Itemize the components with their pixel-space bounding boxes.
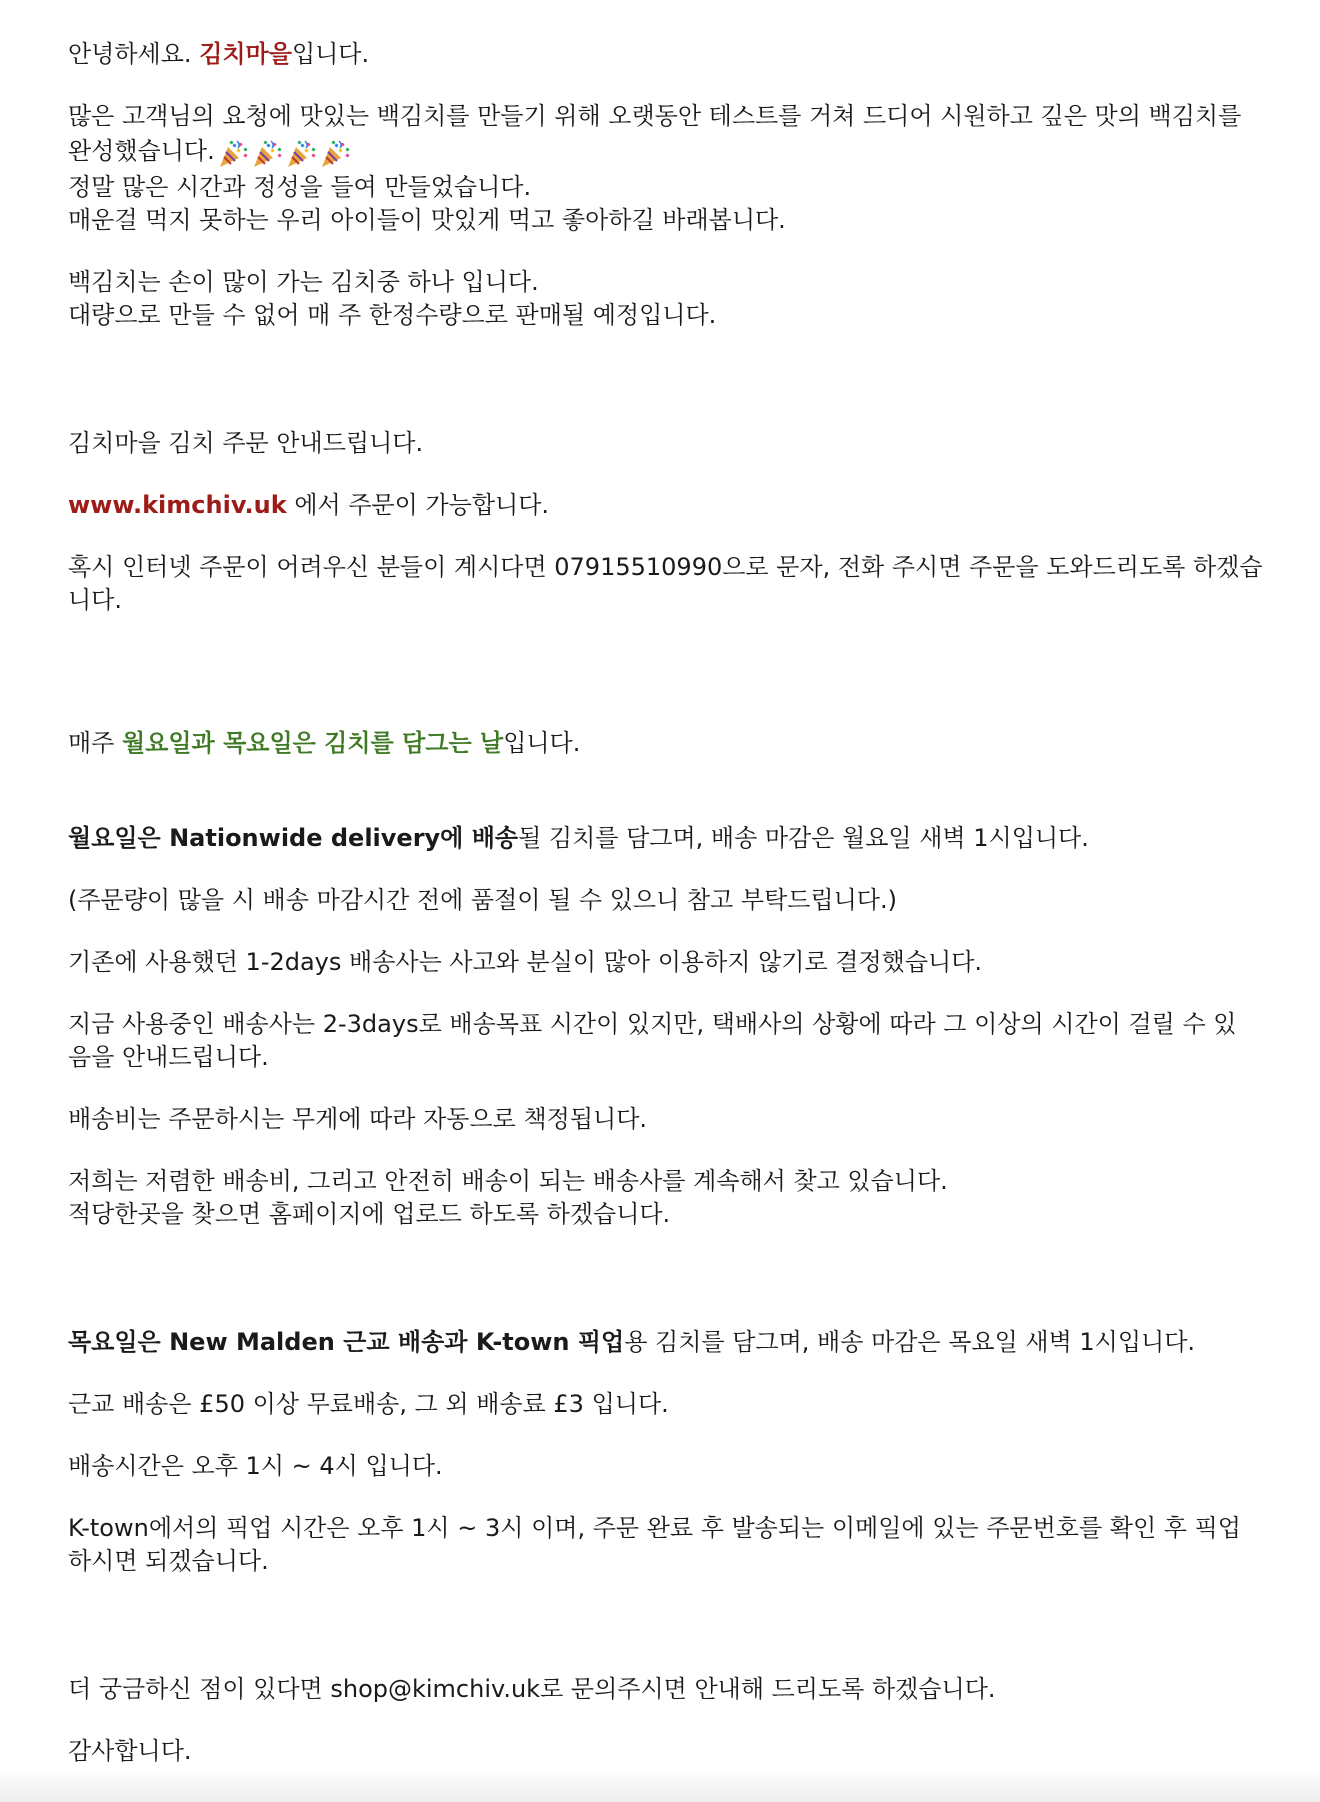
party-popper-icon bbox=[217, 139, 249, 169]
closing-contact: 더 궁금하신 점이 있다면 shop@kimchiv.uk로 문의주시면 안내해 드리도록 하겠습니다. bbox=[68, 1675, 996, 1703]
limited-line-1: 백김치는 손이 많이 가는 김치중 하나 입니다. bbox=[68, 268, 539, 296]
order-phone-line-2: 니다. bbox=[68, 586, 122, 614]
thursday-heading: 목요일은 New Malden 근교 배송과 K-town 픽업용 김치를 담그며, 배송 마감은 목요일 새벽 1시입니다. bbox=[68, 1328, 1196, 1356]
intro-line-1: 많은 고객님의 요청에 맛있는 백김치를 만들기 위해 오랫동안 테스트를 거쳐 드디어 시원하고 깊은 맛의 백김치를 bbox=[68, 102, 1242, 130]
party-popper-icons bbox=[217, 135, 353, 171]
monday-courier-now-2: 음을 안내드립니다. bbox=[68, 1043, 269, 1071]
order-title: 김치마을 김치 주문 안내드립니다. bbox=[68, 429, 424, 457]
party-popper-icon bbox=[319, 139, 351, 169]
thursday-pickup-2: 하시면 되겠습니다. bbox=[68, 1547, 269, 1575]
thursday-local-fee: 근교 배송은 £50 이상 무료배송, 그 외 배송료 £3 입니다. bbox=[68, 1390, 669, 1418]
limited-line-2: 대량으로 만들 수 없어 매 주 한정수량으로 판매될 예정입니다. bbox=[68, 301, 717, 329]
bottom-fade bbox=[0, 1768, 1320, 1802]
party-popper-icon bbox=[251, 139, 283, 169]
monday-courier-prev: 기존에 사용했던 1-2days 배송사는 사고와 분실이 많아 이용하지 않기로 결정했습니다. bbox=[68, 948, 983, 976]
intro-line-3: 정말 많은 시간과 정성을 들여 만들었습니다. bbox=[68, 173, 532, 201]
closing-thanks: 감사합니다. bbox=[68, 1737, 192, 1765]
monday-courier-now-1: 지금 사용중인 배송사는 2-3days로 배송목표 시간이 있지만, 택배사의 상황에 따라 그 이상의 시간이 걸릴 수 있 bbox=[68, 1010, 1237, 1038]
order-phone-line-1: 혹시 인터넷 주문이 어려우신 분들이 계시다면 07915510990으로 문자, 전화 주시면 주문을 도와드리도록 하겠습 bbox=[68, 553, 1263, 581]
intro-line-2: 완성했습니다. bbox=[68, 133, 1278, 171]
thursday-hours: 배송시간은 오후 1시 ~ 4시 입니다. bbox=[68, 1452, 443, 1480]
monday-search-1: 저희는 저렴한 배송비, 그리고 안전히 배송이 되는 배송사를 계속해서 찾고 있습니다. bbox=[68, 1167, 948, 1195]
schedule-line: 매주 월요일과 목요일은 김치를 담그는 날입니다. bbox=[68, 729, 581, 757]
email-body bbox=[68, 38, 1278, 1768]
intro-line-4: 매운걸 먹지 못하는 우리 아이들이 맛있게 먹고 좋아하길 바래봅니다. bbox=[68, 206, 786, 234]
greeting-line: 안녕하세요. 김치마을입니다. bbox=[68, 40, 370, 68]
order-website-line: www.kimchiv.uk 에서 주문이 가능합니다. bbox=[68, 491, 550, 519]
monday-fee: 배송비는 주문하시는 무게에 따라 자동으로 책정됩니다. bbox=[68, 1105, 648, 1133]
party-popper-icon bbox=[285, 139, 317, 169]
schedule-highlight: 월요일과 목요일은 김치를 담그는 날 bbox=[122, 729, 504, 757]
thursday-pickup-1: K-town에서의 픽업 시간은 오후 1시 ~ 3시 이며, 주문 완료 후 발송되는 이메일에 있는 주문번호를 확인 후 픽업 bbox=[68, 1514, 1241, 1542]
website-link[interactable]: www.kimchiv.uk bbox=[68, 491, 287, 519]
monday-heading: 월요일은 Nationwide delivery에 배송될 김치를 담그며, 배송 마감은 월요일 새벽 1시입니다. bbox=[68, 824, 1089, 852]
monday-search-2: 적당한곳을 찾으면 홈페이지에 업로드 하도록 하겠습니다. bbox=[68, 1200, 671, 1228]
brand-name: 김치마을 bbox=[199, 40, 292, 68]
monday-note: (주문량이 많을 시 배송 마감시간 전에 품절이 될 수 있으니 참고 부탁드립니다.) bbox=[68, 886, 897, 914]
